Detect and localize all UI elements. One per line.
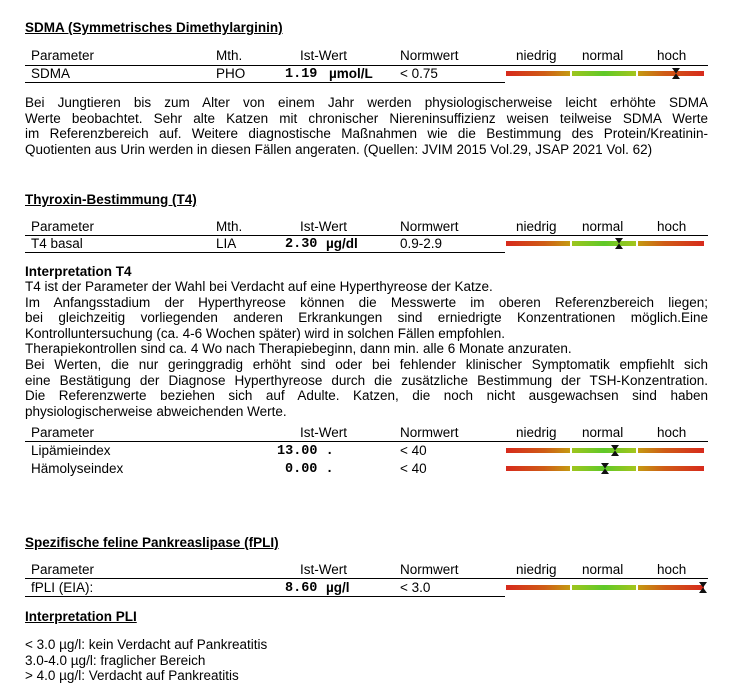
lipaemie-range-bar [506,448,704,453]
t4-row-rule [25,252,505,253]
fpli-header-parameter: Parameter [31,562,95,577]
indices-header-value: Ist-Wert [300,425,347,440]
t4-header-method: Mth. [216,219,243,234]
sdma-header-norm: Normwert [400,48,459,63]
sdma-note-line: Quotienten aus Urin werden in diesen Fällen angeraten. (Quellen: JVIM 2015 Vol.29, JSAP 2021 Vol. 62) [25,141,653,157]
indices-header-norm: Normwert [400,425,459,440]
indices-header-high: hoch [657,425,687,440]
t4-header-rule [25,235,708,236]
fpli-header-value: Ist-Wert [300,562,347,577]
fpli-header-rule [25,578,708,579]
pli-interp-line: > 4.0 µg/l: Verdacht auf Pankreatitis [25,668,239,684]
pli-interpretation-list [25,637,267,684]
t4-range-bar [506,241,704,246]
sdma-row-method: PHO [216,66,246,81]
pli-interpretation-title: Interpretation PLI [25,609,137,624]
t4-interp-line: Bei Werten, die nur geringgradig erhöht sind oder bei fehlender klinischer Symptomatik empfiehlt sich [25,356,708,372]
t4-interp-line: bei gleichzeitig vorliegenden anderen Erkrankungen sind erniedrigte Konzentrationen möglich.Eine [25,310,708,326]
t4-interp-line: physiologischerweise abweichenden Werte. [25,403,287,419]
t4-interp-line: eine Bestätigung der Diagnose Hyperthyreose durch die zusätzliche Bestimmung der TSH-Konzentration. [25,372,708,388]
sdma-header-value: Ist-Wert [300,48,347,63]
sdma-header-normal: normal [582,48,624,63]
sdma-section-title: SDMA (Symmetrisches Dimethylarginin) [25,20,283,35]
haemolyse-range-marker [601,463,609,474]
sdma-header-method: Mth. [216,48,243,63]
t4-interp-line: Therapiekontrollen sind ca. 4 Wo nach Therapiebeginn, dann min. alle 6 Monate anzuraten. [25,341,572,357]
sdma-row-rule [25,82,505,83]
t4-header-high: hoch [657,219,687,234]
t4-range-marker [615,238,623,249]
sdma-row-unit: µmol/L [329,66,373,81]
t4-header-normal: normal [582,219,624,234]
t4-section-title: Thyroxin-Bestimmung (T4) [25,192,197,207]
indices-header-low: niedrig [516,425,557,440]
t4-header-parameter: Parameter [31,219,95,234]
sdma-header-low: niedrig [516,48,557,63]
fpli-row-unit: µg/l [326,580,350,595]
fpli-header-low: niedrig [516,562,557,577]
lipaemie-row-name: Lipämieindex [31,443,111,458]
t4-row-method: LIA [216,236,237,251]
sdma-header-parameter: Parameter [31,48,95,63]
t4-interp-line: Im Anfangsstadium der Hyperthyreose können die Messwerte im oberen Referenzbereich liegen; [25,294,708,310]
lipaemie-range-marker [611,445,619,456]
sdma-range-bar [506,71,704,76]
t4-interp-line: T4 ist der Parameter der Wahl bei Verdacht auf eine Hyperthyreose der Katze. [25,279,493,294]
t4-row-name: T4 basal [31,236,83,251]
sdma-note-line: im Referenzbereich auf. Weitere diagnostische Maßnahmen wie die Bestimmung des Protein/Kreatinin- [25,126,708,142]
indices-header-rule [25,441,708,442]
sdma-row-name: SDMA [31,66,71,81]
indices-header-parameter: Parameter [31,425,95,440]
sdma-note-line: Bei Jungtieren bis zum Alter von einem Jahr werden physiologischerweise leicht erhöhte SDMA [25,95,708,110]
sdma-note [25,95,708,157]
fpli-row-name: fPLI (EIA): [31,580,94,595]
fpli-header-normal: normal [582,562,624,577]
lipaemie-row-value: 13.00 . [277,444,334,459]
fpli-row-rule [25,596,505,597]
fpli-header-norm: Normwert [400,562,459,577]
sdma-range-marker [672,68,680,79]
sdma-header-high: hoch [657,48,687,63]
fpli-row-norm: < 3.0 [400,580,431,595]
pli-interp-line: 3.0-4.0 µg/l: fraglicher Bereich [25,652,206,668]
haemolyse-row-norm: < 40 [400,461,427,476]
pli-interp-line: < 3.0 µg/l: kein Verdacht auf Pankreatitis [25,637,268,652]
lipaemie-row-norm: < 40 [400,443,427,458]
t4-interp-line: Kontrolluntersuchung (ca. 4-6 Wochen später) wird in solchen Fällen empfohlen. [25,325,506,341]
t4-header-value: Ist-Wert [300,219,347,234]
indices-header-normal: normal [582,425,624,440]
t4-row-unit: µg/dl [326,236,358,251]
haemolyse-row-name: Hämolyseindex [31,461,124,476]
sdma-row-norm: < 0.75 [400,66,438,81]
haemolyse-range-bar [506,466,704,471]
fpli-header-high: hoch [657,562,687,577]
t4-interp-line: Die Referenzwerte beziehen sich auf Adulte. Katzen, die noch nicht ausgewachsen sind haben [25,388,708,404]
sdma-row-value: 1.19 [285,67,318,82]
fpli-range-marker [699,582,707,593]
t4-row-norm: 0.9-2.9 [400,236,443,251]
t4-header-low: niedrig [516,219,557,234]
sdma-note-line: Werte beobachtet. Sehr alte Katzen mit chronischer Niereninsuffizienz weisen teilweise SDMA Werte [25,110,708,126]
t4-row-value: 2.30 [285,237,318,252]
t4-interpretation-title: Interpretation T4 [25,264,132,279]
t4-header-norm: Normwert [400,219,459,234]
fpli-section-title: Spezifische feline Pankreaslipase (fPLI) [25,535,279,550]
fpli-row-value: 8.60 [285,581,318,596]
fpli-range-bar [506,585,704,590]
haemolyse-row-value: 0.00 . [285,462,334,477]
t4-interpretation-text [25,279,708,419]
